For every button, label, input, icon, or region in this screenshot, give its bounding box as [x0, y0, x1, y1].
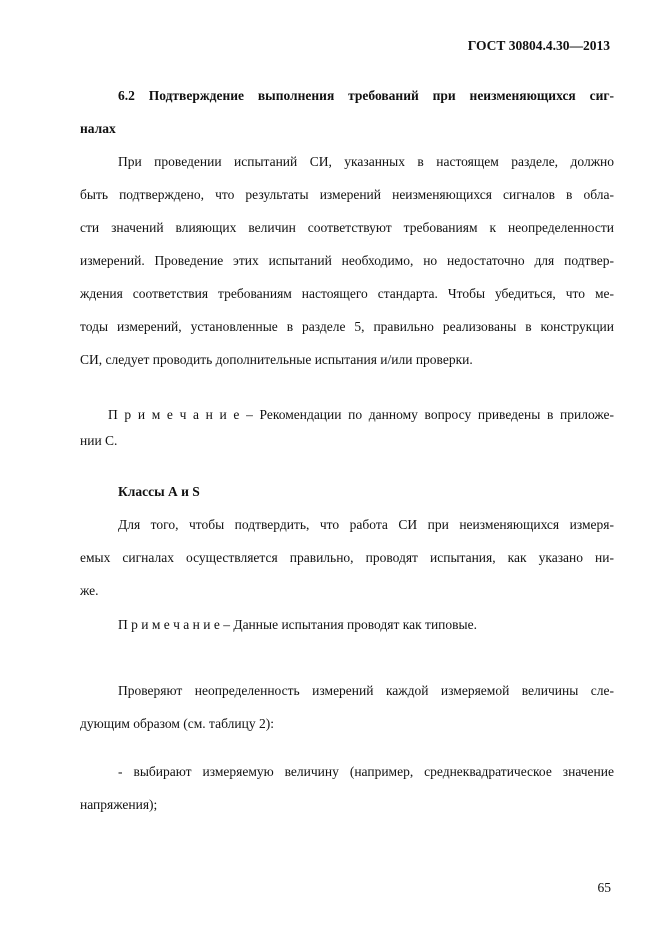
paragraph-1-line: ждения соответствия требованиям настоящего стандарта. Чтобы убедиться, что ме-: [80, 286, 614, 301]
note-2: П р и м е ч а н и е – Данные испытания проводят как типовые.: [118, 617, 477, 632]
paragraph-1-line: СИ, следует проводить дополнительные испытания и/или проверки.: [80, 352, 473, 367]
paragraph-1-line: тоды измерений, установленные в разделе 5, правильно реализованы в конструкции: [80, 319, 614, 334]
note-1-line: нии С.: [80, 433, 118, 448]
section-heading-line-2: налах: [80, 121, 116, 136]
page-number: 65: [597, 880, 611, 895]
paragraph-1-line: измерений. Проведение этих испытаний необходимо, но недостаточно для подтвер-: [80, 253, 614, 268]
classes-heading: Классы А и S: [118, 484, 200, 499]
standard-designation: ГОСТ 30804.4.30—2013: [467, 38, 610, 53]
list-item-line: - выбирают измеряемую величину (например, среднеквадратическое значение: [118, 764, 614, 779]
paragraph-3-line: дующим образом (см. таблицу 2):: [80, 716, 274, 731]
note-1-line: П р и м е ч а н и е – Рекомендации по данному вопросу приведены в приложе-: [108, 407, 614, 422]
paragraph-2-line: емых сигналах осуществляется правильно, проводят испытания, как указано ни-: [80, 550, 614, 565]
paragraph-2-line: Для того, чтобы подтвердить, что работа СИ при неизменяющихся измеря-: [118, 517, 614, 532]
paragraph-1-line: При проведении испытаний СИ, указанных в настоящем разделе, должно: [118, 154, 614, 169]
paragraph-1-line: быть подтверждено, что результаты измерений неизменяющихся сигналов в обла-: [80, 187, 614, 202]
paragraph-3-line: Проверяют неопределенность измерений каждой измеряемой величины сле-: [118, 683, 614, 698]
paragraph-2-line: же.: [80, 583, 99, 598]
section-heading-line-1: 6.2 Подтверждение выполнения требований при неизменяющихся сиг-: [118, 88, 614, 103]
list-item-line: напряжения);: [80, 797, 158, 812]
paragraph-1-line: сти значений влияющих величин соответствуют требованиям к неопределенности: [80, 220, 614, 235]
